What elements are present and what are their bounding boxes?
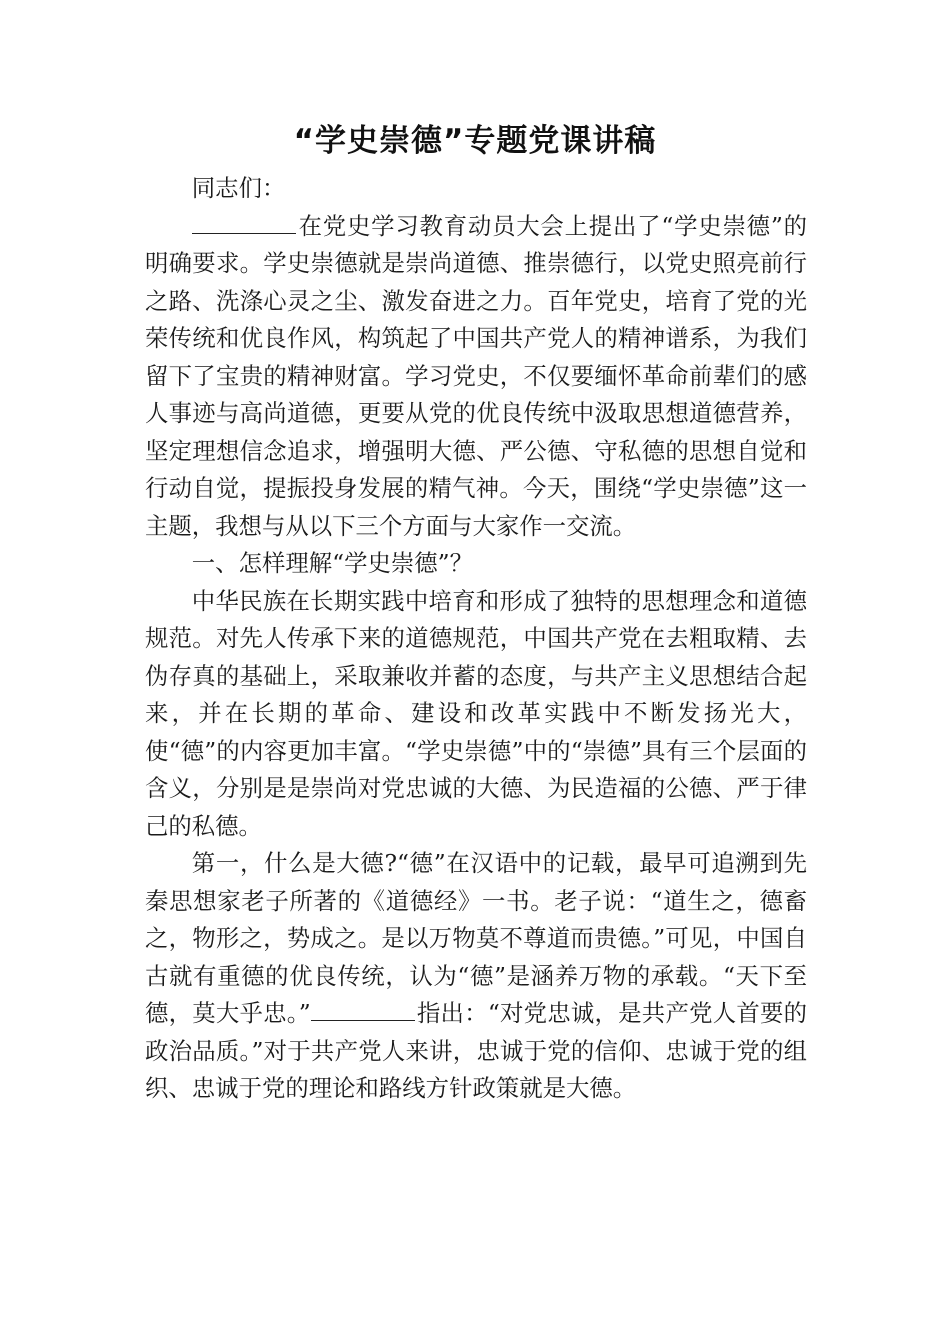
blank-line — [311, 998, 415, 1021]
document-body — [145, 170, 807, 1108]
paragraph-2: 中华民族在长期实践中培育和形成了独特的思想理念和道德规范。对先人传承下来的道德规范，中国共产党在去粗取精、去伪存真的基础上，采取兼收并蓄的态度，与共产主义思想结合起来，并在长期的革命、建设和改革实践中不断发扬光大，使“德”的内容更加丰富。“学史崇德”中的“崇德”具有三个层面的含义，分别是是崇尚对党忠诚的大德、为民造福的公德、严于律己的私德。 — [145, 586, 807, 840]
blank-line — [192, 211, 296, 234]
section-heading-1: 一、怎样理解“学史崇德”？ — [191, 549, 474, 577]
salutation: 同志们： — [191, 174, 286, 202]
paragraph-3 — [145, 845, 807, 1108]
paragraph-3-text-a: 第一，什么是大德?“德”在汉语中的记载，最早可追溯到先秦思想家老子所著的《道德经》一书。老子说：“道生之，德畜之，物形之，势成之。是以万物莫不尊道而贵德。”可见，中国自古就有重德的优良传统，认为“德”是涵养万物的承载。“天下至德，莫大乎忠。” — [145, 849, 807, 1027]
paragraph-intro-text: 在党史学习教育动员大会上提出了“学史崇德”的明确要求。学史崇德就是崇尚道德、推崇德行，以党史照亮前行之路、洗涤心灵之尘、激发奋进之力。百年党史，培育了党的光荣传统和优良作风，构筑起了中国共产党人的精神谱系，为我们留下了宝贵的精神财富。学习党史，不仅要缅怀革命前辈们的感人事迹与高尚道德，更要从党的优良传统中汲取思想道德营养，坚定理想信念追求，增强明大德、严公德、守私德的思想自觉和行动自觉，提振投身发展的精气神。今天，围绕“学史崇德”这一主题，我想与从以下三个方面与大家作一交流。 — [145, 211, 807, 540]
document-title: “学史崇德”专题党课讲稿 — [293, 123, 657, 159]
paragraph-3-text-b: 指出：“对党忠诚，是共产党人首要的政治品质。”对于共产党人来讲，忠诚于党的信仰、忠诚于党的组织、忠诚于党的理论和路线方针政策就是大德。 — [145, 999, 807, 1102]
paragraph-intro — [145, 208, 807, 546]
